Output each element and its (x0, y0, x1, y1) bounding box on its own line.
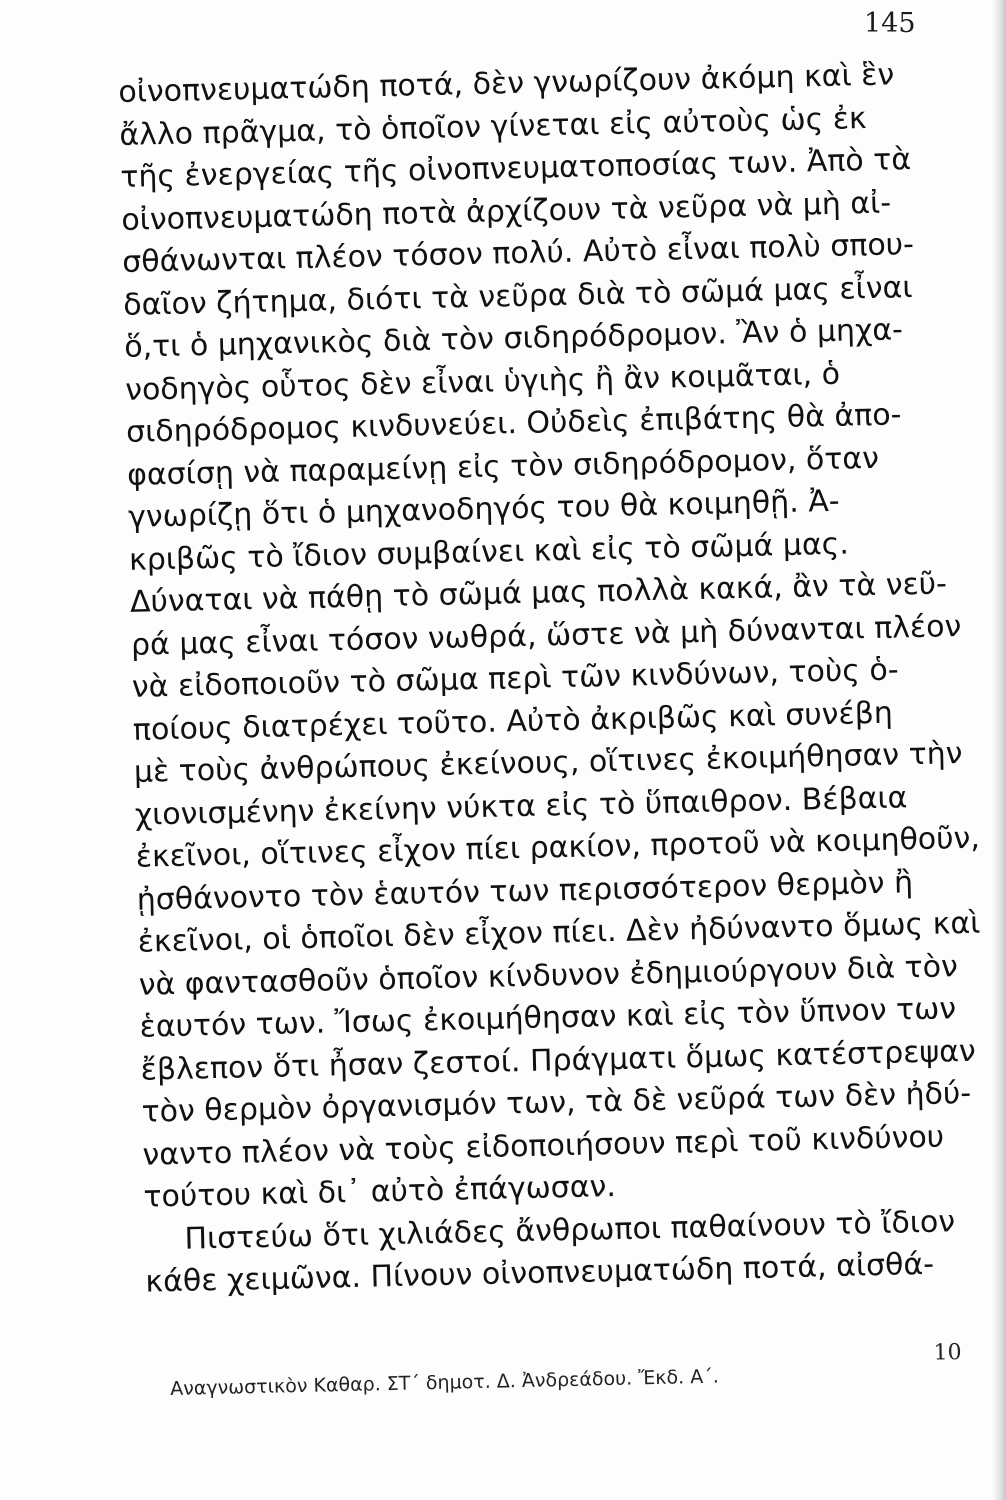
text-line: ἑαυτόν των. Ἴσως ἐκοιμήθησαν καὶ εἰς τὸν ὕπνον των (139, 991, 957, 1045)
text-line: δαῖον ζήτημα, διότι τὰ νεῦρα διὰ τὸ σῶμά μας εἶναι (122, 269, 913, 323)
text-line: ἄλλο πρᾶγμα, τὸ ὁποῖον γίνεται εἰς αὐτοὺς ὡς ἐκ (119, 100, 868, 153)
text-line: οἰνοπνευματώδη ποτὰ ἀρχίζουν τὰ νεῦρα νὰ μὴ αἰ- (120, 184, 892, 238)
text-line: σιδηρόδρομος κινδυνεύει. Οὐδεὶς ἐπιβάτης θὰ ἀπο- (125, 397, 902, 450)
text-line: νὰ εἰδοποιοῦν τὸ σῶμα περὶ τῶν κινδύνων, τοὺς ὁ- (131, 652, 899, 705)
text-line: ρά μας εἶναι τόσον νωθρά, ὥστε νὰ μὴ δύνανται πλέον (130, 608, 962, 663)
footer-credit: Αναγνωστικὸν Καθαρ. ΣΤ΄ δημοτ. Δ. Ἀνδρεάδου. Ἔκδ. Α΄. (170, 1365, 719, 1400)
text-line: μὲ τοὺς ἀνθρώπους ἐκείνους, οἵτινες ἐκοιμήθησαν τὴν (133, 736, 963, 790)
text-line: σθάνωνται πλέον τόσον πολύ. Αὐτὸ εἶναι πολὺ σπου- (121, 226, 915, 280)
text-line: ὅ,τι ὁ μηχανικὸς διὰ τὸν σιδηρόδρομον. Ἂν ὁ μηχα- (123, 312, 904, 365)
page-footer (170, 1340, 970, 1400)
page-number: 145 (864, 8, 916, 39)
text-line: τῆς ἐνεργείας τῆς οἰνοπνευματοποσίας των. Ἀπὸ τὰ (119, 142, 912, 195)
text-line: κριβῶς τὸ ἴδιον συμβαίνει καὶ εἰς τὸ σῶμά μας. (128, 526, 850, 578)
text-line: τὸν θερμὸν ὀργανισμόν των, τὰ δὲ νεῦρά των δὲν ἠδύ- (141, 1075, 972, 1130)
paragraph-start-line: Πιστεύω ὅτι χιλιάδες ἄνθρωποι παθαίνουν τὸ ἴδιον (184, 1203, 956, 1257)
body-text (118, 53, 996, 1304)
text-line: ναντο πλέον νὰ τοὺς εἰδοποιήσουν περὶ τοῦ κινδύνου (142, 1119, 945, 1173)
text-line: ἔβλεπον ὅτι ἦσαν ζεστοί. Πράγματι ὅμως κατέστρεψαν (140, 1033, 977, 1088)
text-line: ἐκεῖνοι, οἱ ὁποῖοι δὲν εἶχον πίει. Δὲν ἠδύναντο ὅμως καὶ (137, 905, 981, 960)
text-line: ἐκεῖνοι, οἵτινες εἶχον πίει ρακίον, προτοῦ νὰ κοιμηθοῦν, (135, 820, 981, 875)
text-line: ᾐσθάνοντο τὸν ἑαυτόν των περισσότερον θερμὸν ἢ (136, 864, 914, 918)
text-line: κάθε χειμῶνα. Πίνουν οἰνοπνευματώδη ποτά, αἰσθά- (145, 1246, 935, 1300)
text-line: νὰ φαντασθοῦν ὁποῖον κίνδυνον ἐδημιούργουν διὰ τὸν (138, 948, 959, 1003)
text-line: φασίσῃ νὰ παραμείνῃ εἰς τὸν σιδηρόδρομον, ὅταν (126, 440, 880, 493)
text-line: ποίους διατρέχει τοῦτο. Αὐτὸ ἀκριβῶς καὶ συνέβη (132, 695, 894, 748)
text-line: τούτου καὶ δι᾽ αὐτὸ ἐπάγωσαν. (143, 1168, 617, 1215)
text-line: νοδηγὸς οὗτος δὲν εἶναι ὑγιὴς ἢ ἂν κοιμᾶται, ὁ (124, 356, 841, 408)
signature-mark: 10 (933, 1340, 962, 1366)
text-line: χιονισμένην ἐκείνην νύκτα εἰς τὸ ὕπαιθρον. Βέβαια (134, 779, 908, 833)
text-line: οἰνοπνευματώδη ποτά, δὲν γνωρίζουν ἀκόμη καὶ ἓν (118, 57, 895, 110)
text-line: γνωρίζῃ ὅτι ὁ μηχανοδηγός του θὰ κοιμηθῇ. Ἀ- (127, 483, 841, 535)
text-line: Δύναται νὰ πάθῃ τὸ σῶμά μας πολλὰ κακά, ἂν τὰ νεῦ- (129, 566, 948, 620)
